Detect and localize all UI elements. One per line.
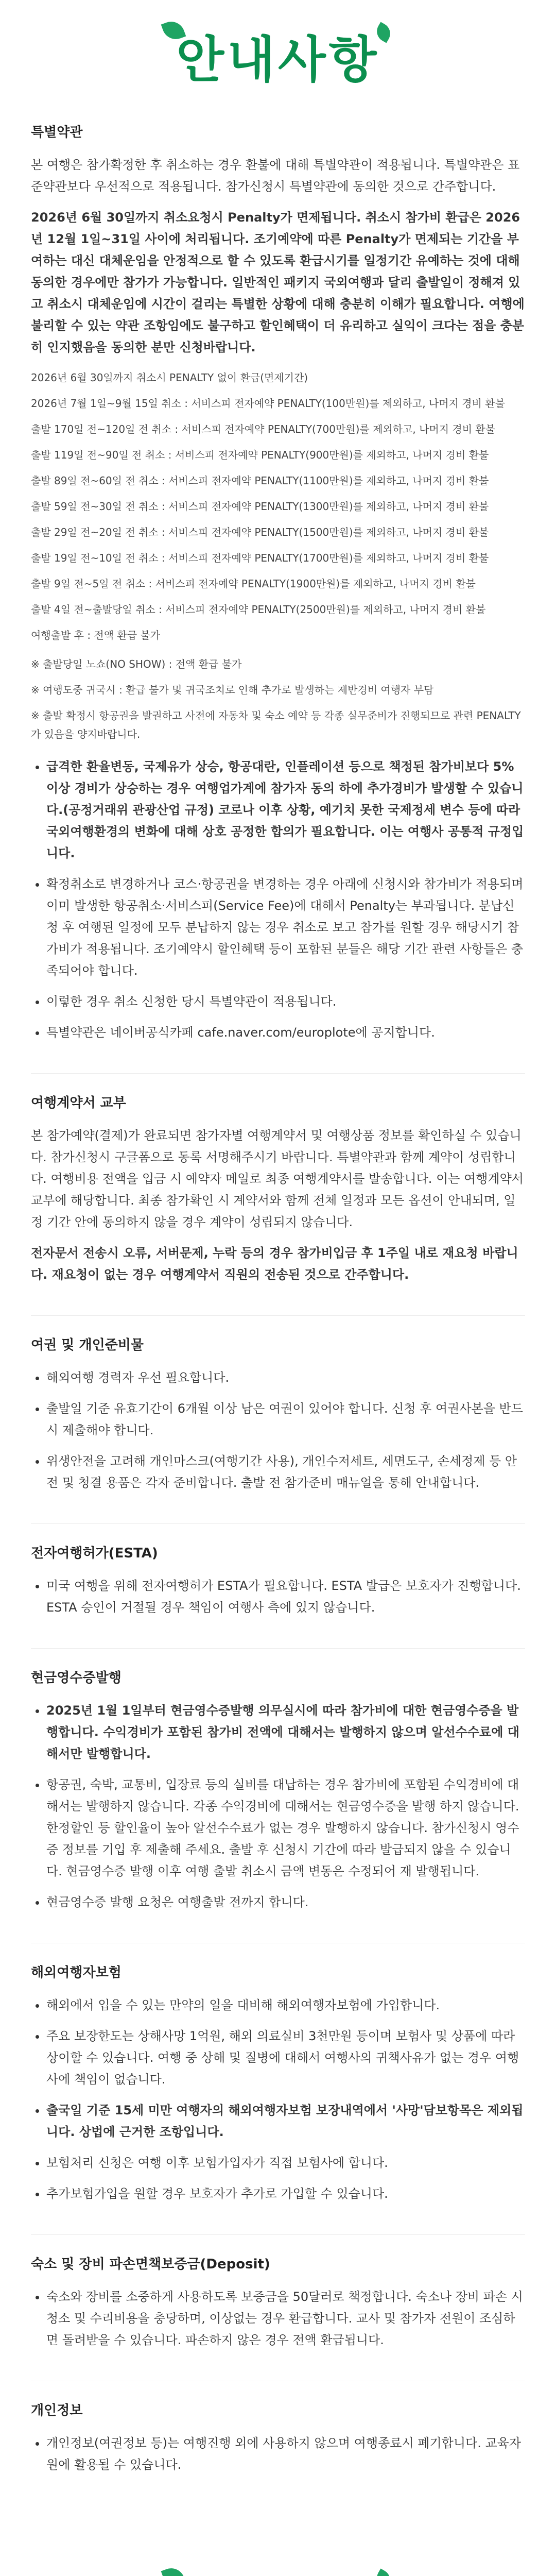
special-terms-bullets xyxy=(31,756,525,1043)
cash-receipt-heading: 현금영수증발행 xyxy=(31,1670,121,1686)
insurance-heading: 해외여행자보험 xyxy=(31,1965,121,1980)
passport-bullets xyxy=(31,1367,525,1494)
bullet-item: • 특별약관은 네이버공식카페 cafe.naver.com/europlote에 공지합니다. xyxy=(46,1022,525,1043)
bullet-item: • 출국일 기준 15세 미만 여행자의 해외여행자보험 보장내역에서 '사망'담보항목은 제외됩니다. 상법에 근거한 조항입니다. xyxy=(46,2099,525,2143)
contract-section xyxy=(31,1074,525,1316)
bullet-item: • 현금영수증 발행 요청은 여행출발 전까지 합니다. xyxy=(46,1891,525,1913)
bullet-item: • 해외에서 입을 수 있는 만약의 일을 대비해 해외여행자보험에 가입합니다. xyxy=(46,1994,525,2016)
penalty-line: 출발 4일 전~출발당일 취소 : 서비스피 전자예약 PENALTY(2500만원)를 제외하고, 나머지 경비 환불 xyxy=(31,603,486,616)
bullet-item: • 급격한 환율변동, 국제유가 상승, 항공대란, 인플레이션 등으로 책정된 참가비보다 5% 이상 경비가 상승하는 경우 여행업가계에 참가자 동의 하에 추가경비가 발생할 수 있습니다.(공정거래위 관광산업 규정) 코로나 이후 상황, 예기치 못한 국제정세 변수 등에 따라 국외여행환경의 변화에 대해 상호 공정한 합의가 필요합니다. 이는 여행사 공통적 규정입니다. xyxy=(46,756,525,864)
passport-section xyxy=(31,1316,525,1524)
contract-p1: 본 참가예약(결제)가 완료되면 참가자별 여행계약서 및 여행상품 정보를 확인하실 수 있습니다. 참가신청시 구글폼으로 동록 서명해주시기 바랍니다. 특별약관과 함께 계약이 성립합니다. 여행비용 전액을 입금 시 예약자 메일로 최종 여행계약서를 발송합니다. 이는 여행계약서 교부에 해당합니다. 최종 참가확인 시 계약서와 함께 전체 일정과 모든 옵션이 안내되며, 일정 기간 안에 동의하지 않을 경우 계약이 성립되지 않습니다. xyxy=(31,1128,524,1229)
guide-banner xyxy=(0,0,556,103)
special-terms-section xyxy=(31,103,525,1074)
penalty-line: 출발 19일 전~10일 전 취소 : 서비스피 전자예약 PENALTY(1700만원)를 제외하고, 나머지 경비 환불 xyxy=(31,552,489,564)
cash-receipt-bullets xyxy=(31,1700,525,1913)
personal-info-bullets xyxy=(31,2432,525,2476)
penalty-line: 출발 119일 전~90일 전 취소 : 서비스피 전자예약 PENALTY(900만원)를 제외하고, 나머지 경비 환불 xyxy=(31,449,489,461)
penalty-line: 출발 9일 전~5일 전 취소 : 서비스피 전자예약 PENALTY(1900만원)를 제외하고, 나머지 경비 환불 xyxy=(31,578,476,590)
guide-content xyxy=(0,103,556,2505)
penalty-line: 출발 170일 전~120일 전 취소 : 서비스피 전자예약 PENALTY(700만원)를 제외하고, 나머지 경비 환불 xyxy=(31,423,496,435)
spacer xyxy=(0,2505,556,2547)
esta-bullets xyxy=(31,1575,525,1618)
penalty-line: 출발 89일 전~60일 전 취소 : 서비스피 전자예약 PENALTY(1100만원)를 제외하고, 나머지 경비 환불 xyxy=(31,474,489,487)
passport-heading: 여권 및 개인준비물 xyxy=(31,1337,144,1353)
personal-info-section xyxy=(31,2381,525,2505)
esta-section xyxy=(31,1524,525,1649)
bullet-item: • 이렇한 경우 취소 신청한 당시 특별약관이 적용됩니다. xyxy=(46,991,525,1012)
guide-title: 안내사항 xyxy=(176,31,380,89)
bullet-item: • 개인정보(여권정보 등)는 여행진행 외에 사용하지 않으며 여행종료시 폐기합니다. 교육자원에 활용될 수 있습니다. xyxy=(46,2432,525,2476)
special-terms-heading: 특별약관 xyxy=(31,125,83,140)
penalty-table xyxy=(31,368,525,645)
bullet-item: • 주요 보장한도는 상해사망 1억원, 해외 의료실비 3천만원 등이며 보험사 및 상품에 따라 상이할 수 있습니다. 여행 중 상해 및 질병에 대해서 여행사의 귀책사유가 없는 경우 여행사에 책임이 없습니다. xyxy=(46,2025,525,2090)
bullet-item: • 항공권, 숙박, 교통비, 입장료 등의 실비를 대납하는 경우 참가비에 포함된 수익경비에 대해서는 발행하지 않습니다. 각종 수익경비에 대해서는 현금영수증을 발행 하지 않습니다. 한정할인 등 할인율이 높아 알선수수료가 없는 경우 발행하지 않습니다. 참가신청시 영수증 정보를 기입 후 제출해 주세요. 출발 후 신청시 기간에 따라 발급되지 않을 수 있습니다. 현금영수증 발행 이후 여행 출발 취소시 금액 변동은 수정되어 재 발행됩니다. xyxy=(46,1774,525,1882)
bullet-item: • 위생안전을 고려해 개인마스크(여행기간 사용), 개인수저세트, 세면도구, 손세정제 등 안전 및 청결 용품은 각자 준비합니다. 출발 전 참가준비 매뉴얼을 통해 안내합니다. xyxy=(46,1450,525,1494)
bullet-item: • 숙소와 장비를 소중하게 사용하도록 보증금을 50달러로 책정합니다. 숙소나 장비 파손 시 청소 및 수리비용을 충당하며, 이상없는 경우 환급합니다. 교사 및 참가자 전원이 조심하면 돌려받을 수 있습니다. 파손하지 않은 경우 전액 환급됩니다. xyxy=(46,2286,525,2351)
footnote: ※ 출발당일 노쇼(NO SHOW) : 전액 환급 불가 xyxy=(31,658,242,670)
special-terms-p2: 2026년 6월 30일까지 취소요청시 Penalty가 면제됩니다. 취소시 참가비 환급은 2026년 12월 1일~31일 사이에 처리됩니다. 조기예약에 따른 Penalty가 면제되는 기간을 부여하는 대신 대체운임을 안정적으로 할 수 있도록 환급시기를 일정기간 유예하는 것에 대해 동의한 경우에만 참가가 가능합니다. 일반적인 패키지 국외여행과 달리 출발일이 정해져 있고 취소시 대체운임에 시간이 걸리는 특별한 상황에 대해 충분히 이해가 필요합니다. 여행에 불리할 수 있는 약관 조항임에도 불구하고 할인혜택이 더 유리하고 실익이 크다는 점을 충분히 인지했음을 동의한 분만 신청바랍니다. xyxy=(31,210,525,354)
special-terms-footnotes xyxy=(31,655,525,743)
footnote: ※ 여행도중 귀국시 : 환급 불가 및 귀국조치로 인해 추가로 발생하는 제반경비 여행자 부담 xyxy=(31,684,434,696)
bullet-item: • 추가보험가입을 원할 경우 보호자가 추가로 가입할 수 있습니다. xyxy=(46,2183,525,2205)
penalty-line: 2026년 7월 1일~9월 15일 취소 : 서비스피 전자예약 PENALTY(100만원)를 제외하고, 나머지 경비 환불 xyxy=(31,397,505,410)
notes-title xyxy=(0,2567,556,2576)
esta-heading: 전자여행허가(ESTA) xyxy=(31,1546,158,1561)
bullet-item: • 출발일 기준 유효기간이 6개월 이상 남은 여권이 있어야 합니다. 신청 후 여권사본을 반드시 제출해야 합니다. xyxy=(46,1398,525,1441)
footnote: ※ 출발 확정시 항공권을 발권하고 사전에 자동차 및 숙소 예약 등 각종 실무준비가 진행되므로 관련 PENALTY가 있음을 양지바랍니다. xyxy=(31,709,521,740)
deposit-heading: 숙소 및 장비 파손면책보증금(Deposit) xyxy=(31,2257,270,2272)
penalty-line: 출발 29일 전~20일 전 취소 : 서비스피 전자예약 PENALTY(1500만원)를 제외하고, 나머지 경비 환불 xyxy=(31,526,489,538)
bullet-item: • 2025년 1월 1일부터 현금영수증발행 의무실시에 따라 참가비에 대한 현금영수증을 발행합니다. 수익경비가 포함된 참가비 전액에 대해서는 발행하지 않으며 알선수수료에 대해서만 발행합니다. xyxy=(46,1700,525,1765)
contract-heading: 여행계약서 교부 xyxy=(31,1095,126,1111)
cash-receipt-section xyxy=(31,1649,525,1943)
deposit-bullets xyxy=(31,2286,525,2351)
bullet-item: • 미국 여행을 위해 전자여행허가 ESTA가 필요합니다. ESTA 발급은 보호자가 진행합니다. ESTA 승인이 거절될 경우 책임이 여행사 측에 있지 않습니다. xyxy=(46,1575,525,1618)
penalty-line: 출발 59일 전~30일 전 취소 : 서비스피 전자예약 PENALTY(1300만원)를 제외하고, 나머지 경비 환불 xyxy=(31,500,489,513)
bullet-item: • 확정취소로 변경하거나 코스·항공권을 변경하는 경우 아래에 신청시와 참가비가 적용되며 이미 발생한 항공취소·서비스피(Service Fee)에 대해서 Penalty는 부과됩니다. 분납신청 후 여행된 일정에 모두 분납하지 않는 경우 취소로 보고 참가를 원할 경우 해당시기 참가비가 적용됩니다. 조기예약시 할인혜택 등이 포함된 분들은 해당 기간 관련 사항들은 충족되어야 합니다. xyxy=(46,873,525,981)
insurance-bullets xyxy=(31,1994,525,2205)
penalty-line: 2026년 6월 30일까지 취소시 PENALTY 없이 환급(면제기간) xyxy=(31,371,308,384)
bullet-item: • 해외여행 경력자 우선 필요합니다. xyxy=(46,1367,525,1388)
penalty-line: 여행출발 후 : 전액 환급 불가 xyxy=(31,629,161,641)
personal-info-heading: 개인정보 xyxy=(31,2403,83,2418)
contract-p2: 전자문서 전송시 오류, 서버문제, 누락 등의 경우 참가비입금 후 1주일 내로 재요청 바랍니다. 재요청이 없는 경우 여행계약서 직원의 전송된 것으로 간주합니다. xyxy=(31,1246,518,1282)
bullet-item: • 보험처리 신청은 여행 이후 보험가입자가 직접 보험사에 합니다. xyxy=(46,2152,525,2174)
deposit-section xyxy=(31,2235,525,2381)
insurance-section xyxy=(31,1943,525,2235)
notes-banner xyxy=(0,2547,556,2576)
special-terms-p1: 본 여행은 참가확정한 후 취소하는 경우 환불에 대해 특별약관이 적용됩니다. 특별약관은 표준약관보다 우선적으로 적용됩니다. 참가신청시 특별약관에 동의한 것으로 간주합니다. xyxy=(31,158,520,194)
